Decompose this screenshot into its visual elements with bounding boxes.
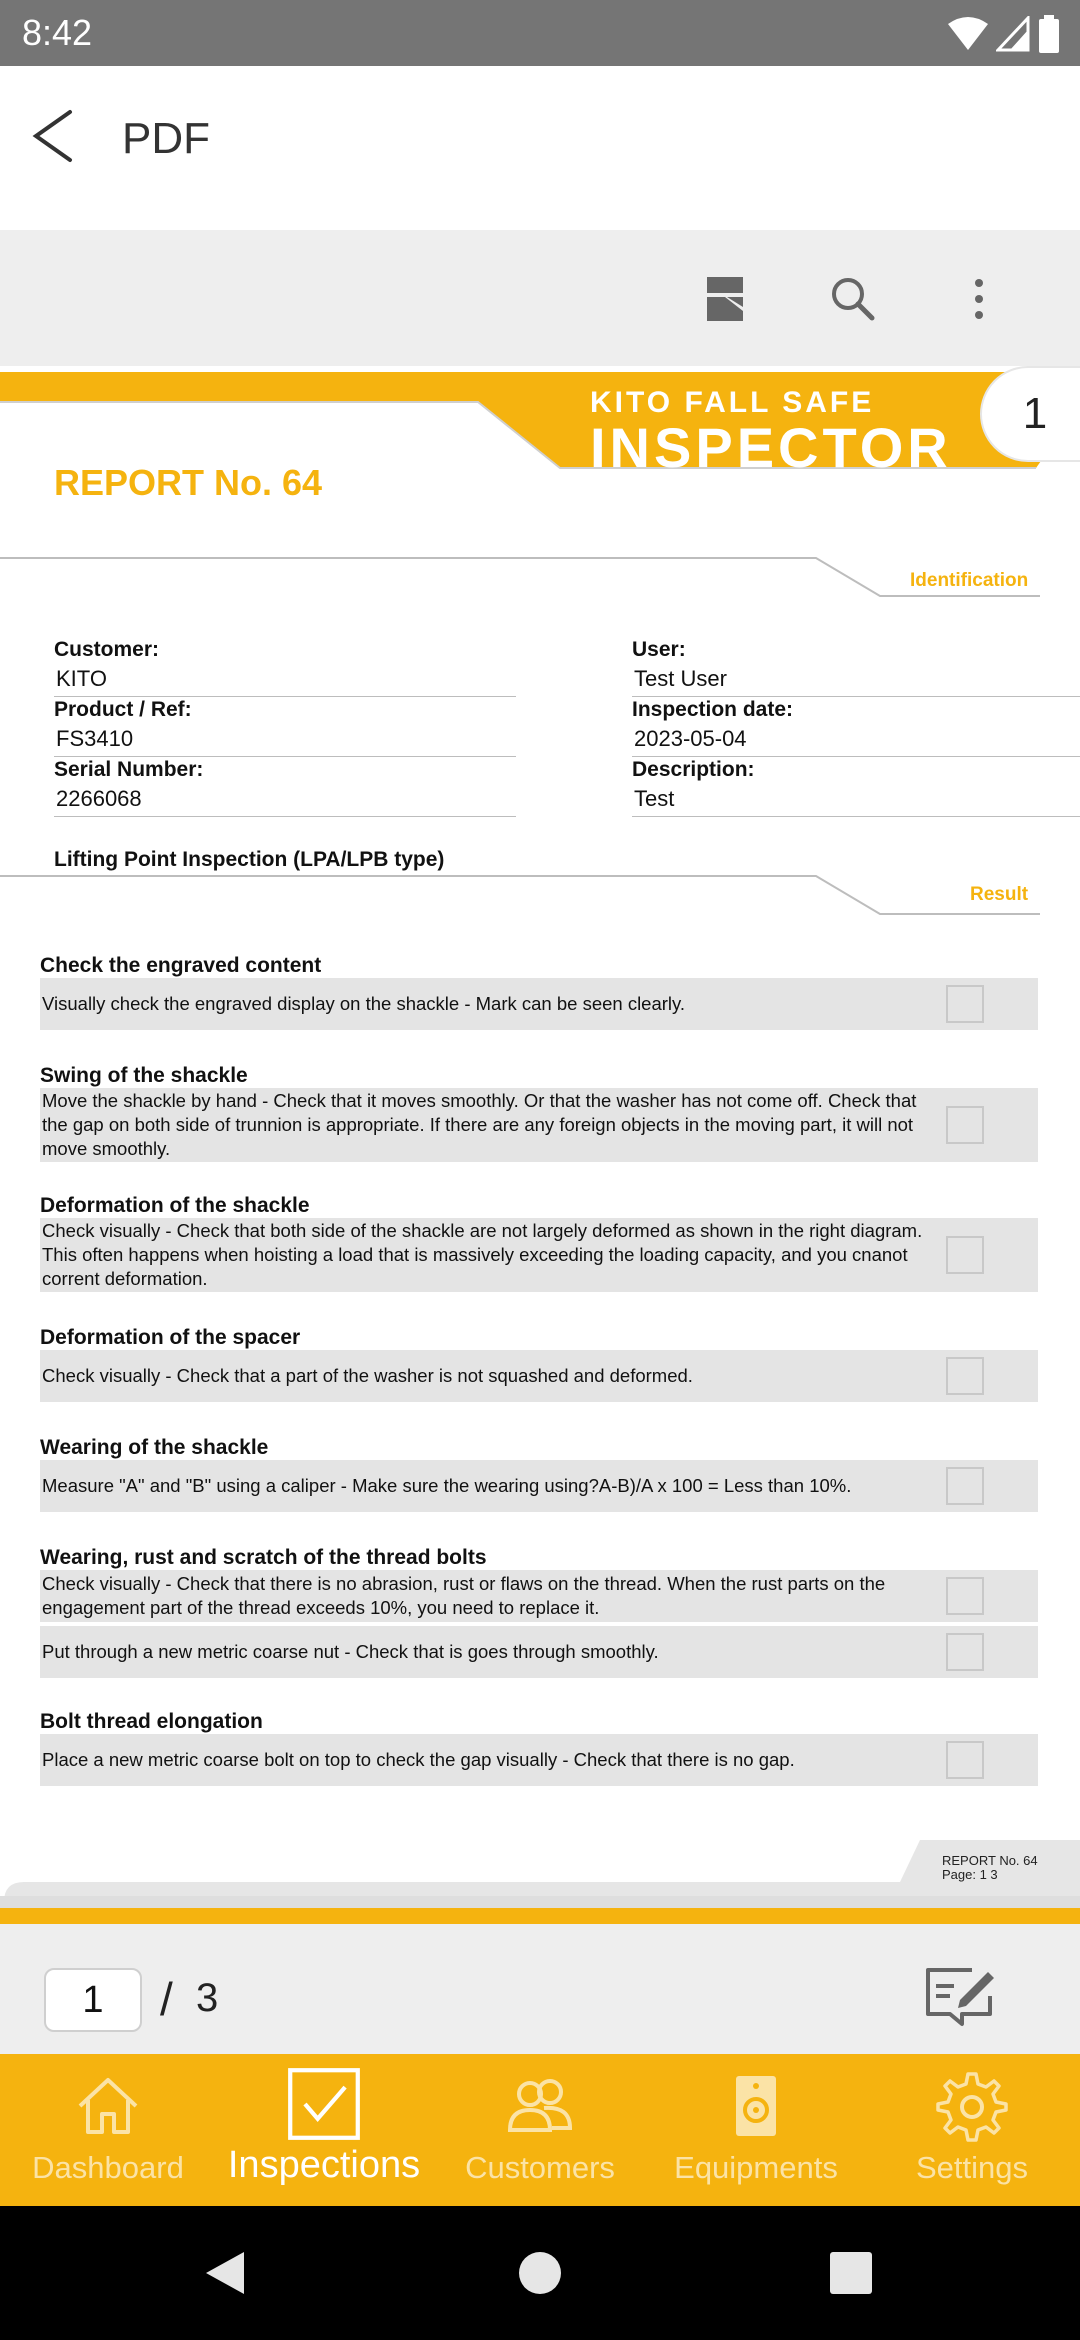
system-back-icon[interactable] bbox=[200, 2248, 250, 2298]
check-group-title: Check the engraved content bbox=[40, 954, 322, 977]
nav-inspections[interactable] bbox=[216, 2054, 432, 2206]
nav-settings[interactable] bbox=[864, 2054, 1080, 2206]
equipment-icon bbox=[720, 2070, 792, 2142]
divider bbox=[54, 816, 516, 817]
back-arrow-icon[interactable] bbox=[24, 106, 84, 166]
wifi-icon bbox=[948, 16, 988, 52]
battery-icon bbox=[1038, 15, 1060, 53]
check-item bbox=[40, 1350, 1038, 1402]
result-checkbox[interactable] bbox=[946, 1106, 984, 1144]
check-item bbox=[40, 1734, 1038, 1786]
serial-label: Serial Number: bbox=[54, 758, 204, 781]
divider bbox=[632, 816, 1080, 817]
brand-line-2: INSPECTOR bbox=[590, 416, 952, 479]
check-group-title: Swing of the shackle bbox=[40, 1064, 248, 1087]
check-group-title: Wearing, rust and scratch of the thread bolts bbox=[40, 1546, 487, 1569]
divider bbox=[54, 696, 516, 697]
status-bar bbox=[0, 0, 1080, 66]
inspection-type-title: Lifting Point Inspection (LPA/LPB type) bbox=[54, 848, 445, 871]
result-checkbox[interactable] bbox=[946, 1577, 984, 1615]
nav-label: Dashboard bbox=[32, 2150, 184, 2185]
serial-value: 2266068 bbox=[56, 786, 142, 811]
signal-icon bbox=[996, 16, 1030, 52]
divider bbox=[632, 756, 1080, 757]
status-time: 8:42 bbox=[22, 12, 93, 53]
footer-page: Page: 1 3 bbox=[942, 1867, 998, 1882]
result-checkbox[interactable] bbox=[946, 1236, 984, 1274]
check-item-text: Check visually - Check that there is no abrasion, rust or flaws on the thread. When the rust parts on the engagement part of the thread exceeds 10%, you need to replace it. bbox=[42, 1573, 886, 1618]
user-value: Test User bbox=[634, 666, 727, 691]
check-item-text: Measure "A" and "B" using a caliper - Make sure the wearing using?A-B)/A x 100 = Less than 10%. bbox=[42, 1475, 852, 1496]
check-item-text: Check visually - Check that both side of the shackle are not largely deformed as shown in the right diagram. This often happens when hoisting a load that is massively exceeding the loading capacity, and you cnanot corrent deformation. bbox=[42, 1220, 923, 1289]
nav-label: Equipments bbox=[674, 2150, 838, 2185]
check-item-text: Put through a new metric coarse nut - Check that is goes through smoothly. bbox=[42, 1641, 659, 1662]
inspection-date-value: 2023-05-04 bbox=[634, 726, 747, 751]
nav-customers[interactable] bbox=[432, 2054, 648, 2206]
brand-line-1: KITO FALL SAFE bbox=[590, 386, 875, 419]
result-checkbox[interactable] bbox=[946, 1467, 984, 1505]
system-home-icon[interactable] bbox=[515, 2248, 565, 2298]
check-group-title: Bolt thread elongation bbox=[40, 1710, 263, 1733]
status-icons bbox=[948, 14, 1060, 54]
check-item-text: Visually check the engraved display on the shackle - Mark can be seen clearly. bbox=[42, 993, 686, 1014]
customer-value: KITO bbox=[56, 666, 107, 691]
divider bbox=[632, 696, 1080, 697]
inspection-date-label: Inspection date: bbox=[632, 698, 794, 721]
page-separator: / bbox=[160, 1973, 173, 2025]
divider bbox=[54, 756, 516, 757]
pdf-page bbox=[0, 366, 1080, 1908]
page-total: 3 bbox=[196, 1976, 219, 2020]
annotate-icon[interactable] bbox=[924, 1964, 996, 2028]
footer-reference bbox=[942, 1854, 1038, 1882]
next-page-edge bbox=[0, 1908, 1080, 1924]
check-item bbox=[40, 1218, 1038, 1292]
result-checkbox[interactable] bbox=[946, 1357, 984, 1395]
bookmark-button[interactable] bbox=[692, 266, 758, 332]
people-icon bbox=[504, 2070, 576, 2142]
check-item-text: Check visually - Check that a part of the washer is not squashed and deformed. bbox=[42, 1365, 693, 1386]
bottom-navigation bbox=[0, 2054, 1080, 2206]
home-icon bbox=[72, 2070, 144, 2142]
identification-tag: Identification bbox=[910, 570, 1029, 591]
check-item bbox=[40, 1570, 1038, 1622]
pdf-viewport[interactable] bbox=[0, 366, 1080, 1924]
user-label: User: bbox=[632, 638, 686, 661]
result-checkbox[interactable] bbox=[946, 1633, 984, 1671]
result-divider bbox=[0, 874, 1080, 920]
check-group-title: Deformation of the spacer bbox=[40, 1326, 301, 1349]
system-recents-icon[interactable] bbox=[826, 2248, 876, 2298]
check-item bbox=[40, 1088, 1038, 1162]
bookmark-icon bbox=[705, 275, 745, 323]
page-footer-band bbox=[0, 1840, 1080, 1908]
description-label: Description: bbox=[632, 758, 755, 781]
pdf-toolbar bbox=[0, 230, 1080, 366]
nav-label: Customers bbox=[465, 2150, 615, 2185]
page-title: PDF bbox=[122, 114, 210, 163]
gear-icon bbox=[936, 2070, 1008, 2142]
search-icon bbox=[830, 276, 876, 322]
brand-logo bbox=[590, 386, 980, 496]
page-number-input[interactable]: 1 bbox=[44, 1968, 142, 2032]
nav-label: Settings bbox=[915, 2150, 1028, 2185]
page-navigator bbox=[0, 1924, 1080, 2054]
check-item bbox=[40, 978, 1038, 1030]
nav-dashboard[interactable] bbox=[0, 2054, 216, 2206]
app-bar bbox=[0, 66, 1080, 230]
customer-label: Customer: bbox=[54, 638, 160, 661]
check-item bbox=[40, 1626, 1038, 1678]
checkbox-icon bbox=[282, 2066, 366, 2142]
check-item bbox=[40, 1460, 1038, 1512]
check-group-title: Wearing of the shackle bbox=[40, 1436, 269, 1459]
footer-report: REPORT No. 64 bbox=[942, 1853, 1038, 1868]
more-vert-icon bbox=[973, 277, 985, 321]
check-item-text: Move the shackle by hand - Check that it moves smoothly. Or that the washer has not come off. Check that the gap on both side of trunnion is appropriate. If there are any foreign objects in the moving part, it will not move smoothly. bbox=[42, 1090, 917, 1159]
search-button[interactable] bbox=[820, 266, 886, 332]
product-label: Product / Ref: bbox=[54, 698, 192, 721]
nav-label: Inspections bbox=[227, 2144, 421, 2186]
result-checkbox[interactable] bbox=[946, 1741, 984, 1779]
check-item-text: Place a new metric coarse bolt on top to check the gap visually - Check that there is no gap. bbox=[42, 1749, 795, 1770]
check-group-title: Deformation of the shackle bbox=[40, 1194, 310, 1217]
description-value: Test bbox=[634, 786, 675, 811]
nav-equipments[interactable] bbox=[648, 2054, 864, 2206]
report-title: REPORT No. 64 bbox=[54, 462, 323, 503]
more-options-button[interactable] bbox=[946, 266, 1012, 332]
result-checkbox[interactable] bbox=[946, 985, 984, 1023]
system-navigation-bar bbox=[0, 2206, 1080, 2340]
product-value: FS3410 bbox=[56, 726, 134, 751]
result-tag: Result bbox=[970, 884, 1029, 905]
page-number-badge: 1 bbox=[980, 366, 1080, 462]
